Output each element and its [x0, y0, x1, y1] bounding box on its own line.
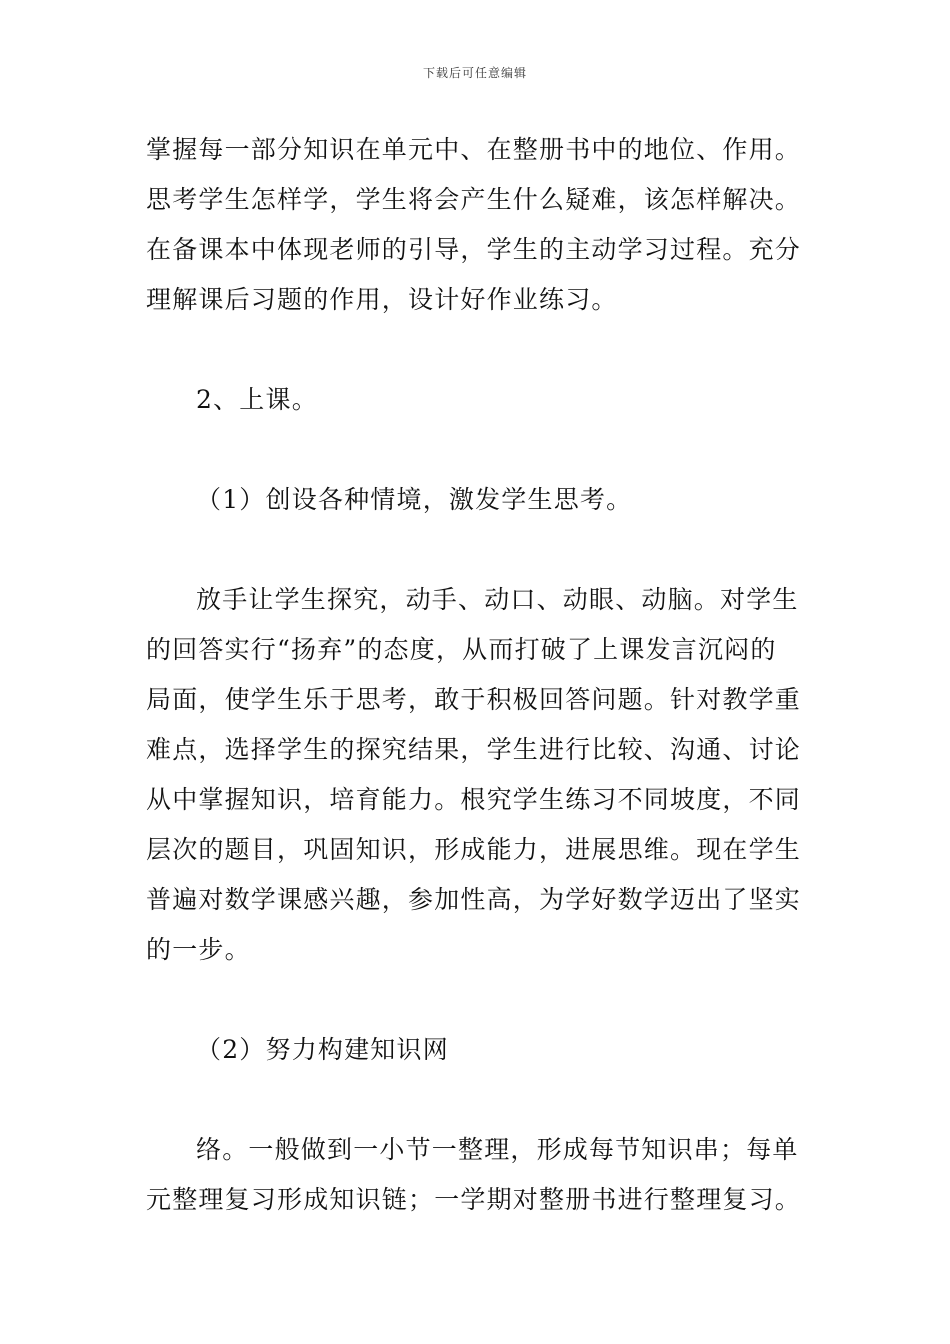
text-line: 难点，选择学生的探究结果，学生进行比较、沟通、讨论	[146, 735, 802, 764]
text-line: 元整理复习形成知识链；一学期对整册书进行整理复习。	[146, 1185, 802, 1214]
text-line: 层次的题目，巩固知识，形成能力，进展思维。现在学生	[146, 835, 802, 864]
text-line: 络。一般做到一小节一整理，形成每节知识串；每单	[196, 1135, 799, 1164]
text-line: 局面，使学生乐于思考，敢于积极回答问题。针对教学重	[146, 685, 802, 714]
section-heading: 2、上课。	[196, 385, 318, 414]
text-line: 掌握每一部分知识在单元中、在整册书中的地位、作用。	[146, 135, 802, 164]
text-line: 的一步。	[146, 935, 251, 964]
text-line: 思考学生怎样学，学生将会产生什么疑难，该怎样解决。	[146, 185, 802, 214]
text-line: 普遍对数学课感兴趣，参加性高，为学好数学迈出了坚实	[146, 885, 802, 914]
text-line: 放手让学生探究，动手、动口、动眼、动脑。对学生	[196, 585, 799, 614]
subsection-heading: （2）努力构建知识网	[196, 1035, 449, 1064]
subsection-heading: （1）创设各种情境，激发学生思考。	[196, 485, 633, 514]
text-line: 理解课后习题的作用，设计好作业练习。	[146, 285, 618, 314]
text-line: 在备课本中体现老师的引导，学生的主动学习过程。充分	[146, 235, 802, 264]
text-line: 的回答实行“扬弃”的态度，从而打破了上课发言沉闷的	[146, 635, 777, 664]
page-header: 下载后可任意编辑	[422, 66, 527, 80]
text-line: 从中掌握知识，培育能力。根究学生练习不同坡度，不同	[146, 785, 802, 814]
